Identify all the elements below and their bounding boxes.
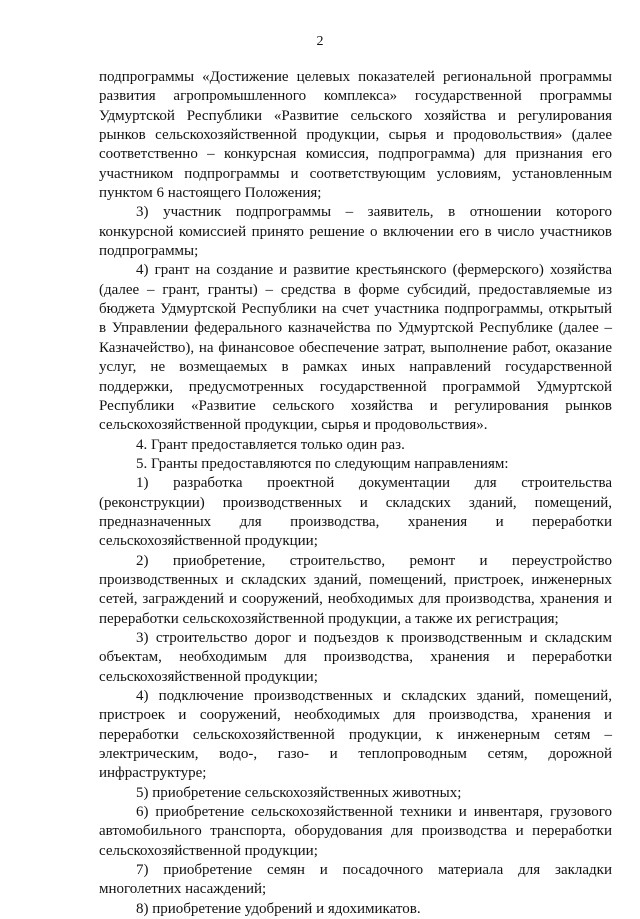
paragraph-direction-3 (99, 629, 612, 687)
text-line: 2) приобретение, строительство, ремонт и переустройство (136, 552, 612, 569)
paragraph-clause-5 (99, 455, 612, 474)
text-line: в Управлении федерального казначейства по Удмуртской Республике (далее – (99, 320, 612, 337)
paragraph-direction-1 (99, 474, 612, 551)
text-line: рынков сельскохозяйственной продукции, сырья и продовольствия» (далее (99, 127, 612, 144)
text-line: 5) приобретение сельскохозяйственных животных; (136, 784, 462, 801)
text-line: сельскохозяйственной продукции; (99, 533, 318, 550)
text-line: автомобильного транспорта, оборудования для производства и переработки (99, 823, 612, 840)
text-line: 8) приобретение удобрений и ядохимикатов. (136, 900, 421, 917)
text-line: услуг, не возмещаемых в рамках иных направлений государственной (99, 359, 612, 376)
text-line: 3) участник подпрограммы – заявитель, в отношении которого (136, 204, 612, 221)
text-line: объектам, необходимым для производства, хранения и переработки (99, 649, 612, 666)
text-line: сетей, заграждений и сооружений, необходимых для производства, хранения и (99, 591, 612, 608)
text-line: соответственно – конкурсная комиссия, подпрограмма) для признания его (99, 146, 612, 163)
page-number: 2 (316, 34, 324, 49)
text-line: поддержки, предусмотренных государственной программой Удмуртской (99, 378, 612, 395)
paragraph-item-4-grant-definition (99, 261, 612, 435)
text-line: развития агропромышленного комплекса» государственной программы (99, 88, 612, 105)
text-line: пунктом 6 настоящего Положения; (99, 185, 322, 202)
text-line: бюджета Удмуртской Республики на счет участника подпрограммы, открытый (99, 301, 612, 318)
text-line: Удмуртской Республики «Развитие сельского хозяйства и регулирования (99, 107, 612, 124)
paragraph-direction-5 (99, 784, 612, 803)
text-line: подпрограммы «Достижение целевых показателей региональной программы (99, 69, 612, 85)
text-line: (реконструкции) производственных и складских зданий, помещений, (99, 494, 612, 511)
paragraph-clause-4 (99, 436, 612, 455)
text-line: переработки сельскохозяйственной продукции, к инженерным сетям – (99, 726, 612, 743)
paragraph-item-3-participant (99, 203, 612, 261)
text-line: (далее – грант, гранты) – средства в форме субсидий, предоставляемые из (99, 281, 612, 298)
text-line: Казначейство), на финансовое обеспечение затрат, выполнение работ, оказание (99, 339, 612, 356)
text-line: 3) строительство дорог и подъездов к производственным и складским (136, 629, 612, 646)
text-line: сельскохозяйственной продукции, сырья и продовольствия». (99, 417, 488, 434)
text-line: переработки сельскохозяйственной продукции, а также их регистрация; (99, 610, 559, 627)
text-line: пристроек и сооружений, необходимых для производства, хранения и (99, 707, 612, 724)
text-line: Республики «Развитие сельского хозяйства и регулирования рынков (99, 397, 612, 414)
paragraph-direction-8 (99, 900, 612, 919)
text-line: 4) подключение производственных и складских зданий, помещений, (136, 688, 612, 704)
text-line: 5. Гранты предоставляются по следующим направлениям: (136, 455, 509, 472)
text-line: участником подпрограммы и соответствующим условиям, установленным (99, 165, 612, 182)
text-line: 1) разработка проектной документации для строительства (136, 475, 612, 492)
text-line: 6) приобретение сельскохозяйственной техники и инвентаря, грузового (136, 804, 612, 821)
text-line: 4) грант на создание и развитие крестьянского (фермерского) хозяйства (136, 262, 612, 279)
paragraph-direction-2 (99, 552, 612, 629)
text-line: 4. Грант предоставляется только один раз. (136, 436, 405, 453)
paragraph-continuation (99, 68, 612, 203)
paragraph-direction-7 (99, 861, 612, 900)
text-line: многолетних насаждений; (99, 881, 267, 898)
paragraph-direction-6 (99, 803, 612, 861)
text-line: электрическим, водо-, газо- и теплопроводным сетям, дорожной (99, 746, 612, 763)
text-line: инфраструктуре; (99, 765, 207, 782)
text-line: сельскохозяйственной продукции; (99, 842, 318, 859)
document-body (99, 68, 612, 919)
text-line: сельскохозяйственной продукции; (99, 668, 318, 685)
paragraph-direction-4 (99, 687, 612, 784)
text-line: производственных и складских зданий, помещений, пристроек, инженерных (99, 571, 612, 588)
text-line: конкурсной комиссией принято решение о включении его в число участников (99, 223, 612, 240)
text-line: 7) приобретение семян и посадочного материала для закладки (136, 862, 612, 879)
text-line: предназначенных для производства, хранения и переработки (99, 513, 612, 530)
text-line: подпрограммы; (99, 243, 199, 260)
